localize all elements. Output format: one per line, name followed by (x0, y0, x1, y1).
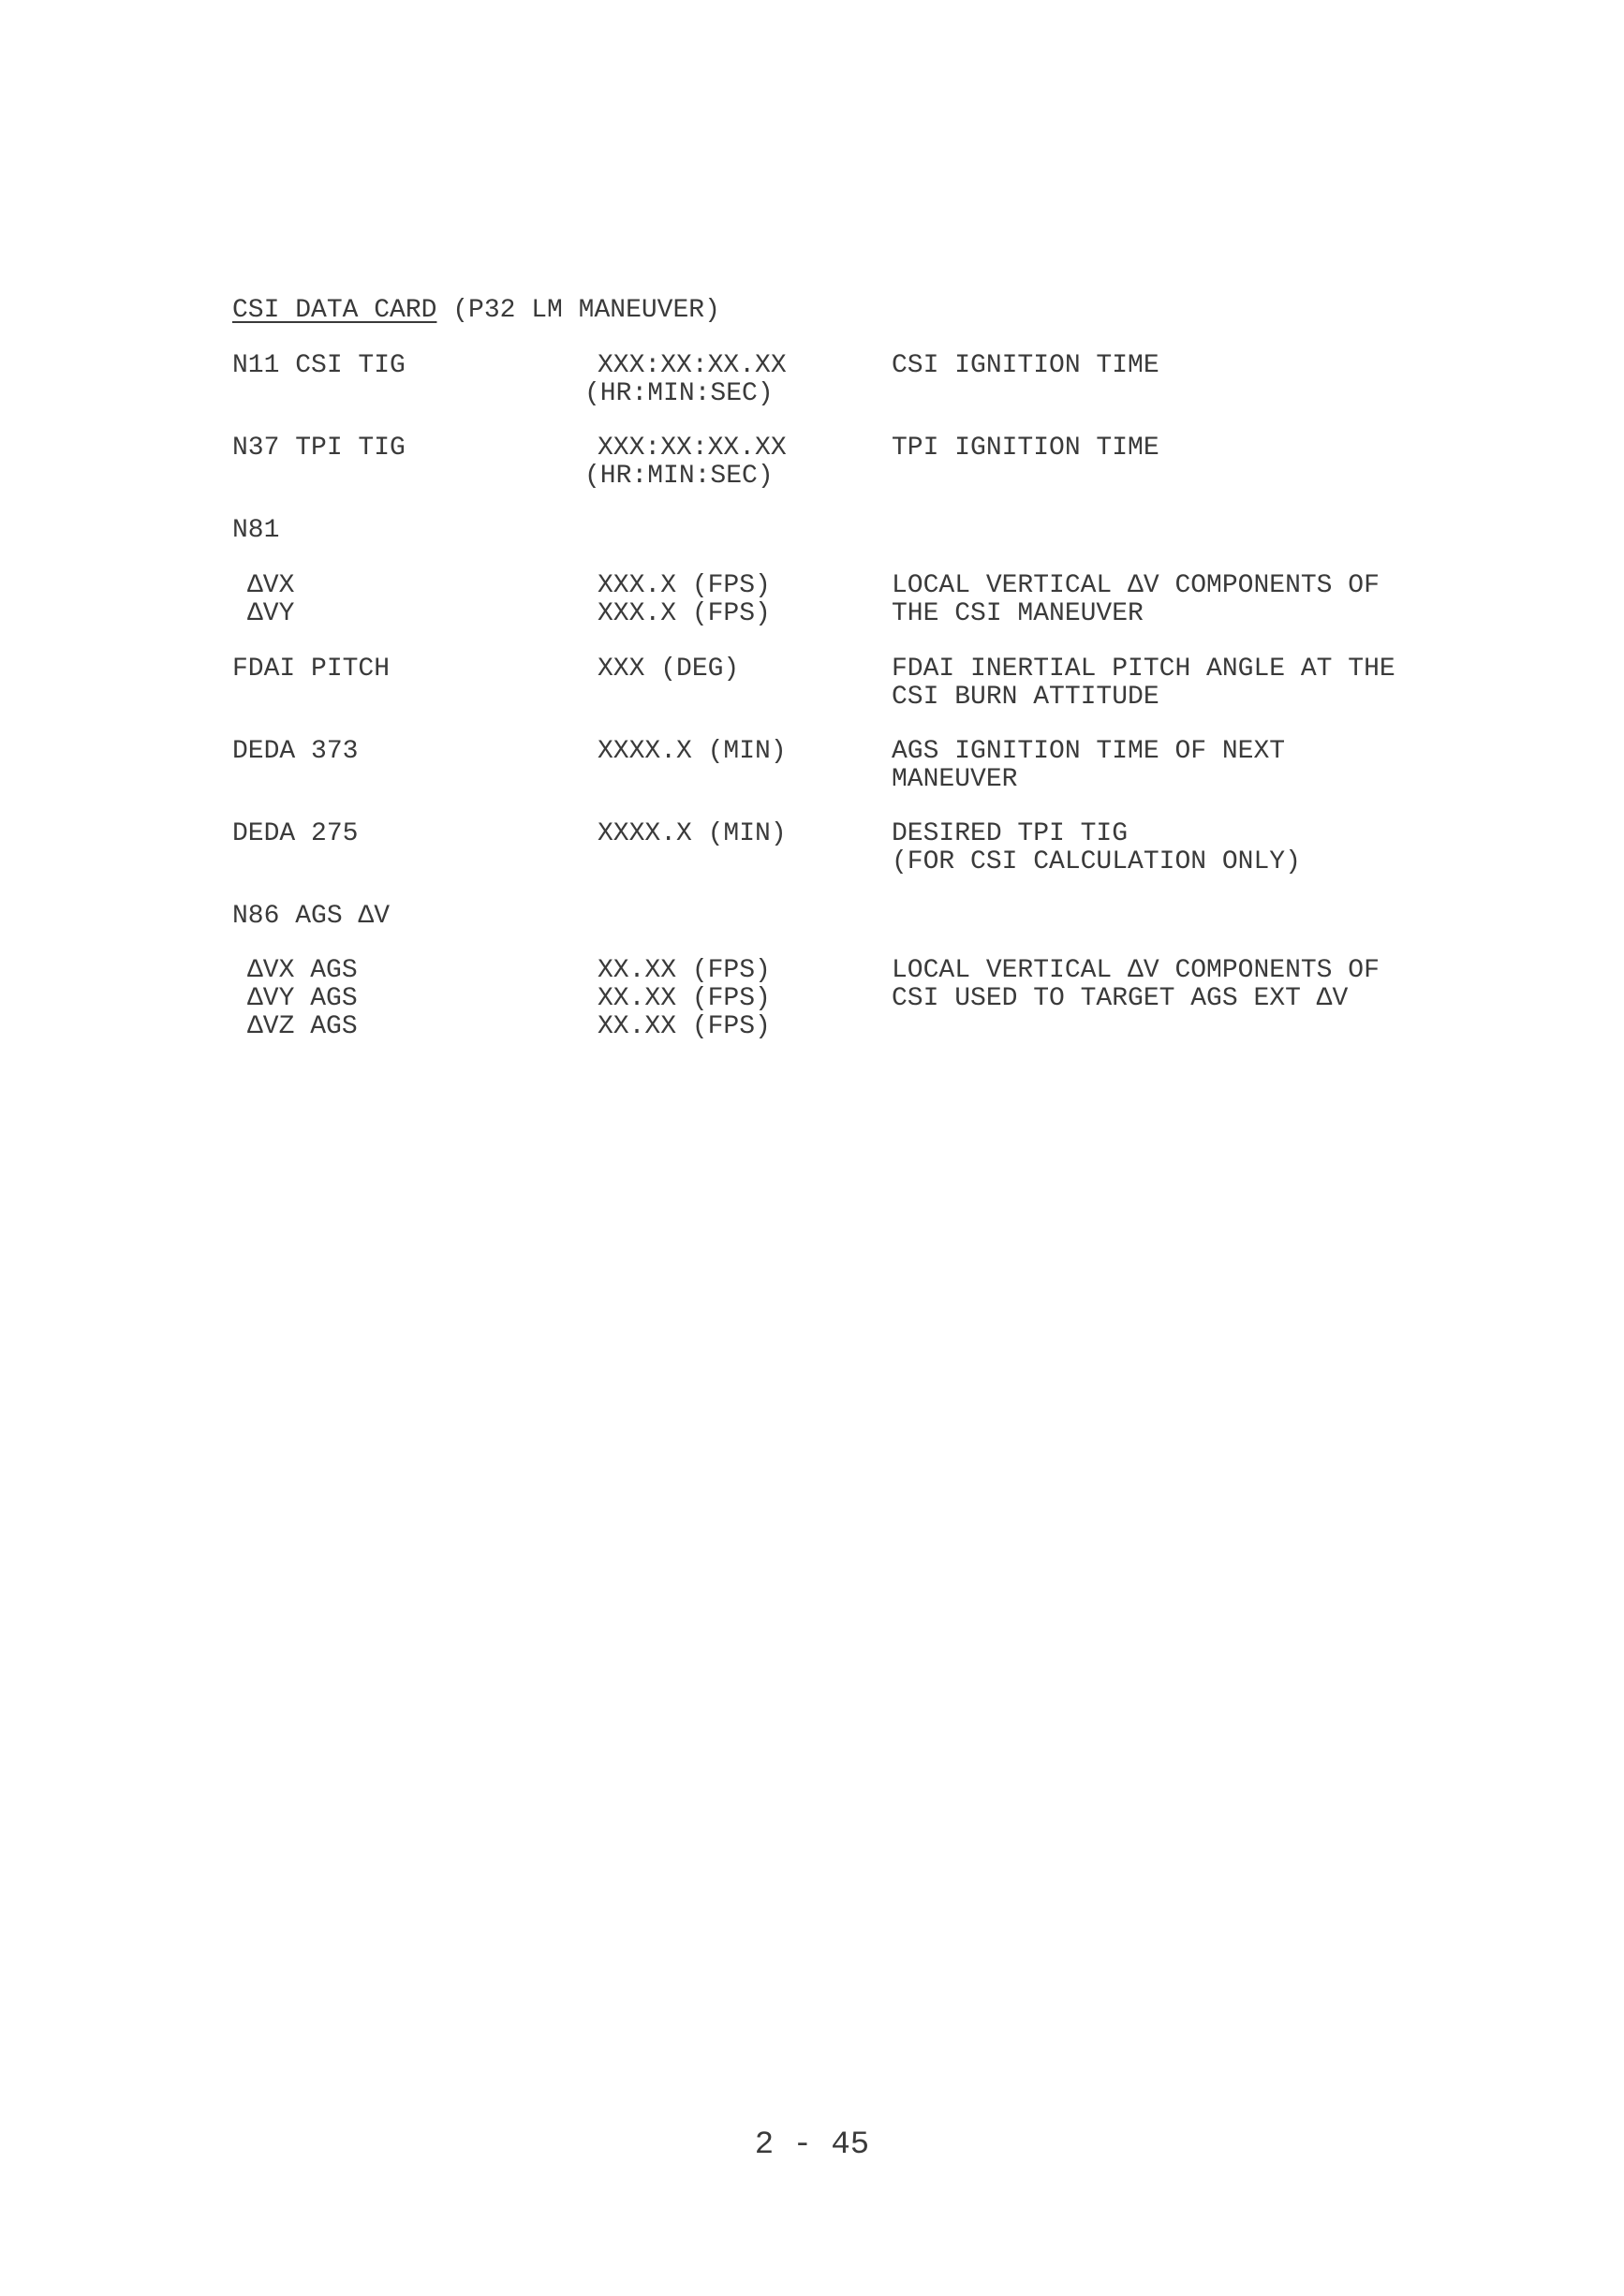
n81-label: N81 (232, 516, 280, 545)
page-title-suffix: (P32 LM MANEUVER) (436, 296, 720, 325)
n86-dvz-value: XX.XX (FPS) (598, 1012, 771, 1041)
n86-dvx-value: XX.XX (FPS) (598, 956, 771, 985)
fdai-pitch-value: XXX (DEG) (598, 655, 740, 684)
n81-dvy-value: XXX.X (FPS) (598, 599, 771, 628)
deda-275-description-line1: DESIRED TPI TIG (892, 819, 1129, 848)
n37-label: N37 TPI TIG (232, 434, 406, 463)
n86-dvx-label: ΔVX AGS (247, 956, 358, 985)
n86-label: N86 AGS ΔV (232, 902, 391, 931)
deda-373-value: XXXX.X (MIN) (598, 737, 787, 766)
n86-dvy-label: ΔVY AGS (247, 984, 358, 1013)
n86-description-line2: CSI USED TO TARGET AGS EXT ΔV (892, 984, 1349, 1013)
fdai-pitch-description-line2: CSI BURN ATTITUDE (892, 683, 1159, 712)
fdai-pitch-description-line1: FDAI INERTIAL PITCH ANGLE AT THE (892, 655, 1395, 684)
deda-275-value: XXXX.X (MIN) (598, 819, 787, 848)
n81-description-line2: THE CSI MANEUVER (892, 599, 1144, 628)
deda-373-description-line1: AGS IGNITION TIME OF NEXT (892, 737, 1286, 766)
n86-description-line1: LOCAL VERTICAL ΔV COMPONENTS OF (892, 956, 1380, 985)
page-number: 2 - 45 (754, 2127, 870, 2163)
n37-description: TPI IGNITION TIME (892, 434, 1159, 463)
n81-dvx-label: ΔVX (247, 571, 295, 600)
n81-dvx-value: XXX.X (FPS) (598, 571, 771, 600)
n81-dvy-label: ΔVY (247, 599, 295, 628)
deda-373-description-line2: MANEUVER (892, 765, 1018, 794)
n86-dvz-label: ΔVZ AGS (247, 1012, 358, 1041)
n11-label: N11 CSI TIG (232, 351, 406, 380)
deda-275-description-line2: (FOR CSI CALCULATION ONLY) (892, 847, 1301, 876)
n37-value-units: (HR:MIN:SEC) (584, 462, 774, 491)
deda-275-label: DEDA 275 (232, 819, 359, 848)
n81-description-line1: LOCAL VERTICAL ΔV COMPONENTS OF (892, 571, 1380, 600)
n11-description: CSI IGNITION TIME (892, 351, 1159, 380)
n86-dvy-value: XX.XX (FPS) (598, 984, 771, 1013)
page-title (232, 297, 720, 325)
deda-373-label: DEDA 373 (232, 737, 359, 766)
n11-value: XXX:XX:XX.XX (598, 351, 787, 380)
page-title-underlined: CSI DATA CARD (232, 296, 437, 325)
n37-value: XXX:XX:XX.XX (598, 434, 787, 463)
n11-value-units: (HR:MIN:SEC) (584, 379, 774, 408)
fdai-pitch-label: FDAI PITCH (232, 655, 391, 684)
